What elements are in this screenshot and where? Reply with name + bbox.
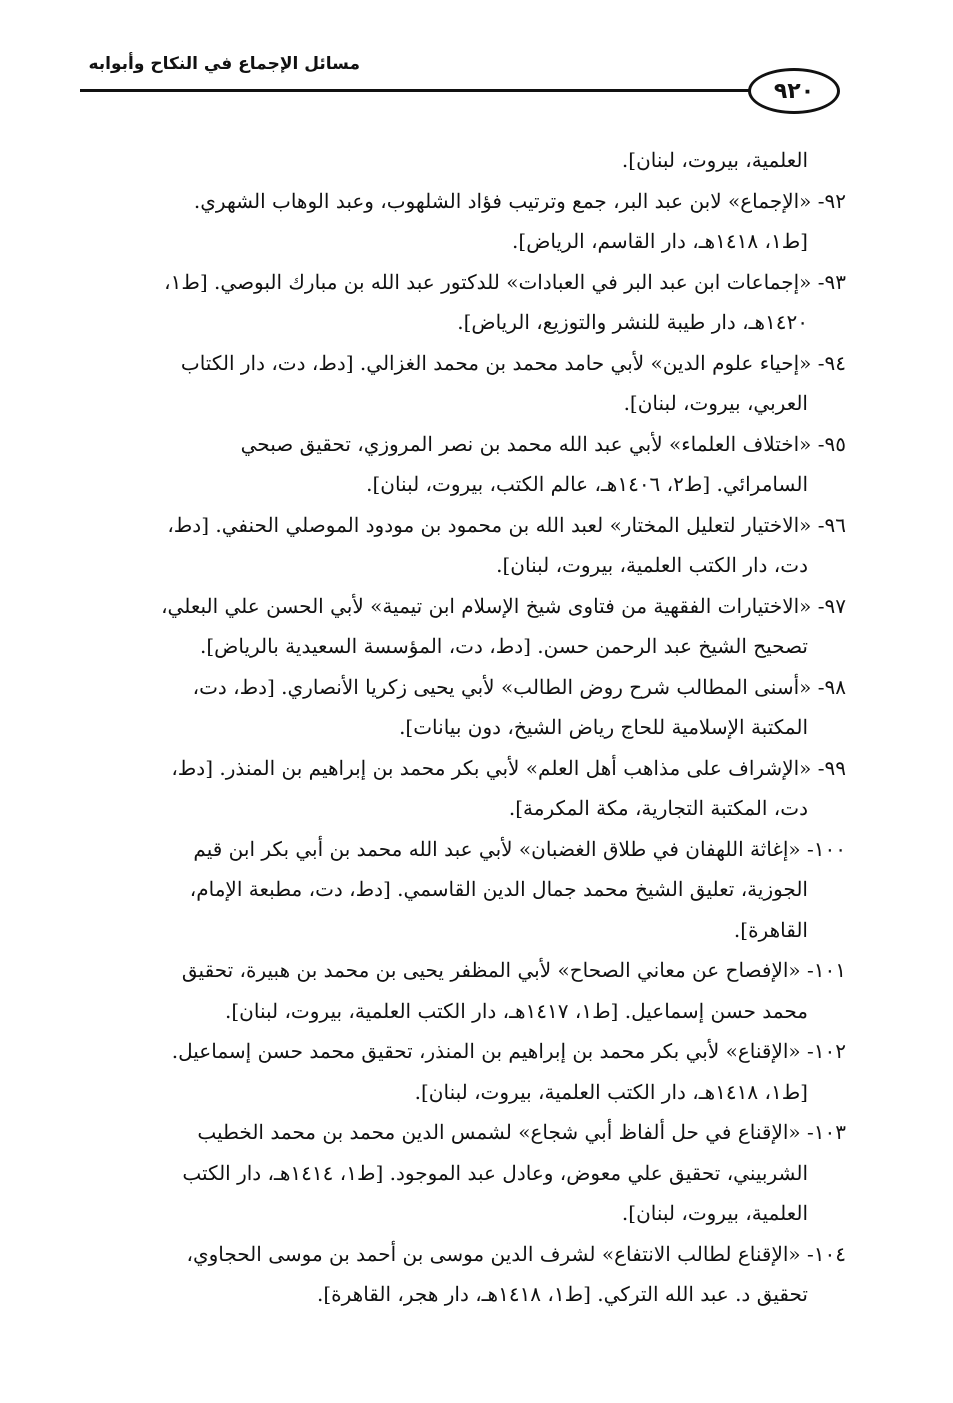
entry-first-line: ٩٢- «الإجماع» لابن عبد البر، جمع وترتيب فؤاد الشلهوب، وعبد الوهاب الشهري. [193,188,846,213]
bibliography-entry [80,586,846,667]
page-number-oval [748,68,840,114]
entry-continuation-line: دت، دار الكتب العلمية، بيروت، لبنان]. [496,553,808,577]
bibliography-entry [80,505,846,586]
bibliography-entry [80,181,846,262]
entry-first-line: ١٠٣- «الإقناع في حل ألفاظ أبي شجاع» لشمس الدين محمد بن محمد الخطيب [197,1120,846,1144]
entry-first-line: ١٠١- «الإفصاح عن معاني الصحاح» لأبي المظفر يحيى بن محمد بن هبيرة، تحقيق [181,958,846,982]
bibliography-entry [80,262,846,343]
bibliography-entry [80,950,846,1031]
bibliography-entry [80,424,846,505]
bibliography-entry [80,1112,846,1234]
entry-continuation-line: القاهرة]. [733,917,808,942]
bibliography-entry [80,748,846,829]
bibliography-entry [80,1234,846,1315]
entry-continuation-line: تحقيق د. عبد الله التركي. [ط١، ١٤١٨هـ، دار هجر، القاهرة]. [316,1282,808,1306]
entry-first-line: ١٠٠- «إغاثة اللهفان في طلاق الغضبان» لأبي عبد الله محمد بن أبي بكر ابن قيم [193,836,846,861]
entry-continuation-line: العلمية، بيروت، لبنان]. [621,148,808,172]
entry-continuation [80,140,846,181]
header-rule [80,89,760,92]
running-title: مسائل الإجماع في النكاح وأبوابه [88,54,360,74]
entry-first-line: ٩٧- «الاختيارات الفقهية من فتاوى شيخ الإسلام ابن تيمية» لأبي الحسن علي البعلي، [161,593,846,618]
entry-continuation-line: ١٤٢٠هـ، دار طيبة للنشر والتوزيع، الرياض]. [457,310,808,334]
bibliography-list [80,140,846,1315]
entry-first-line: ٩٨- «أسنى المطالب شرح روض الطالب» لأبي يحيى زكريا الأنصاري. [دط، دت، [192,674,846,699]
entry-continuation-line: محمد حسن إسماعيل. [ط١، ١٤١٧هـ، دار الكتب العلمية، بيروت، لبنان]. [225,998,808,1023]
page-number: ٩٢٠ [773,78,815,104]
entry-continuation-line: المكتبة الإسلامية للحاج رياض الشيخ، دون بيانات]. [399,715,808,739]
entry-first-line: ١٠٤- «الإقناع لطالب الانتفاع» لشرف الدين موسى بن أحمد بن موسى الحجاوي، [186,1241,846,1266]
entry-first-line: ١٠٢- «الإقناع» لأبي بكر محمد بن إبراهيم بن المنذر، تحقيق محمد حسن إسماعيل. [171,1039,846,1063]
entry-continuation-line: [ط١، ١٤١٨هـ، دار الكتب العلمية، بيروت، لبنان]. [414,1079,808,1104]
entry-continuation-line: [ط١، ١٤١٨هـ، دار القاسم، الرياض]. [512,229,808,253]
bibliography-entry [80,667,846,748]
entry-continuation-line: دت، المكتبة التجارية، مكة المكرمة]. [508,796,808,820]
entry-continuation-line: العربي، بيروت، لبنان]. [623,391,808,415]
bibliography-entry [80,1031,846,1112]
entry-first-line: ٩٣- «إجماعات ابن عبد البر في العبادات» للدكتور عبد الله بن مبارك البوصي. [ط١، [164,269,846,294]
entry-continuation-line: العلمية، بيروت، لبنان]. [621,1201,808,1225]
entry-first-line: ٩٤- «إحياء علوم الدين» لأبي حامد محمد بن محمد الغزالي. [دط، دت، دار الكتاب [180,350,846,375]
entry-continuation-line: الشربيني، تحقيق علي معوض، وعادل عبد الموجود. [ط١، ١٤١٤هـ، دار الكتب [182,1160,808,1185]
entry-first-line: ٩٩- «الإشراف على مذاهب أهل العلم» لأبي بكر محمد بن إبراهيم بن المنذر. [دط، [171,755,846,780]
entry-continuation-line: تصحيح الشيخ عبد الرحمن حسن. [دط، دت، المؤسسة السعيدية بالرياض]. [200,634,808,658]
entry-continuation-line: السامرائي. [ط٢، ١٤٠٦هـ، عالم الكتب، بيروت، لبنان]. [366,472,808,496]
entry-first-line: ٩٦- «الاختيار لتعليل المختار» لعبد الله بن محمود بن مودود الموصلي الحنفي. [دط، [167,512,846,537]
entry-continuation-line: الجوزية، تعليق الشيخ محمد جمال الدين القاسمي. [دط، دت، مطبعة الإمام، [189,877,808,901]
bibliography-entry [80,343,846,424]
bibliography-entry [80,829,846,951]
entry-first-line: ٩٥- «اختلاف العلماء» لأبي عبد الله محمد بن نصر المروزي، تحقيق صبحي [240,431,846,456]
